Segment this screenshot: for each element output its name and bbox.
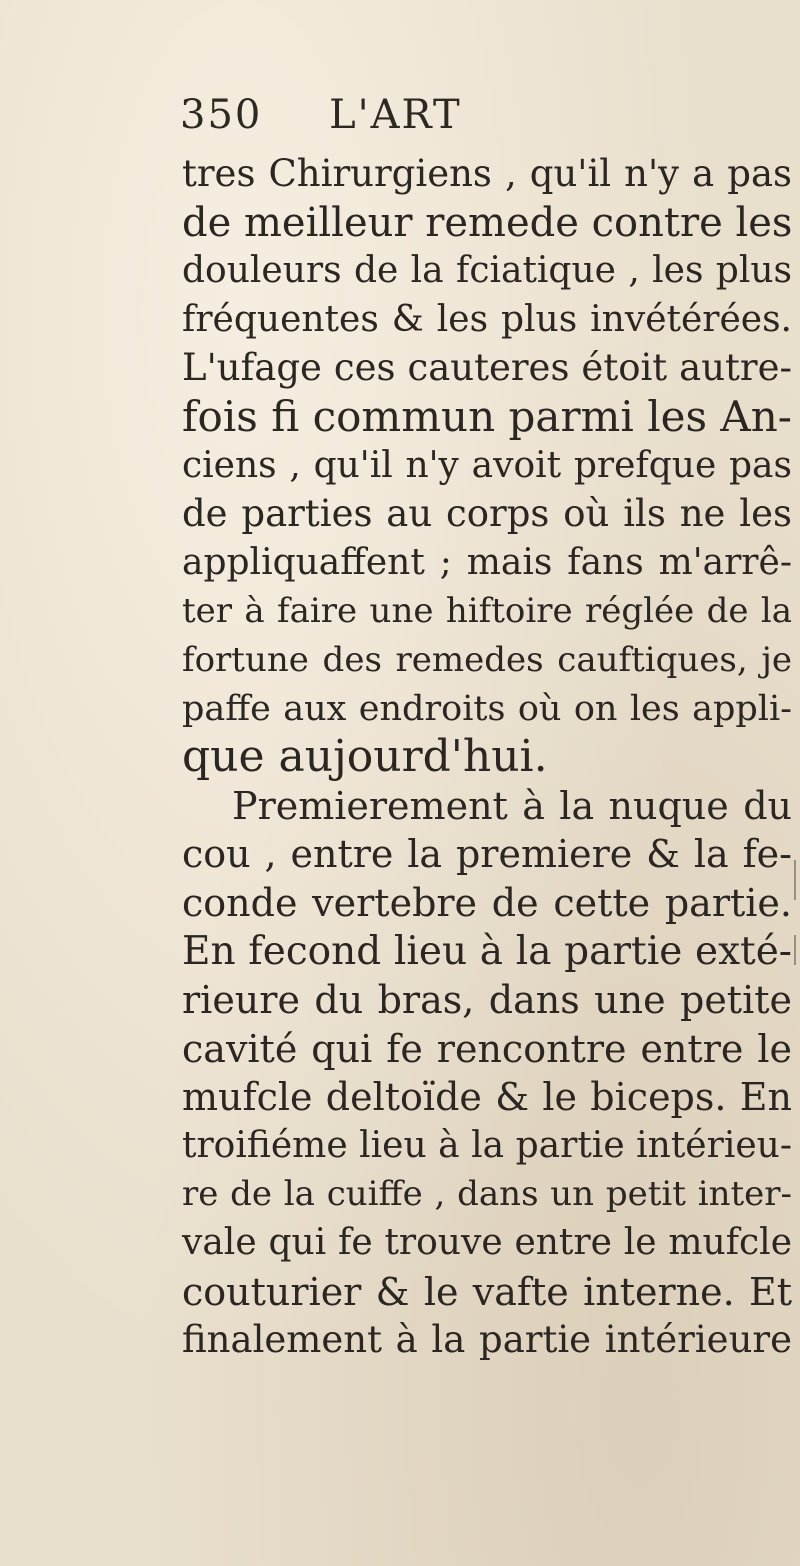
text-line: que aujourd'hui.: [182, 731, 548, 783]
page-edge-mark: [794, 935, 796, 965]
running-head: [180, 92, 462, 138]
text-line: tres Chirurgiens , qu'il n'y a pas: [182, 152, 792, 195]
text-line: ciens , qu'il n'y avoit prefque pas: [182, 444, 792, 486]
text-line: appliquaffent ; mais fans m'arrê-: [182, 541, 792, 583]
text-line: fréquentes & les plus invétérées.: [182, 298, 792, 340]
text-line: douleurs de la fciatique , les plus: [182, 250, 792, 292]
text-line: re de la cuiffe , dans un petit inter-: [182, 1174, 792, 1215]
text-line: vale qui fe trouve entre le mufcle: [182, 1222, 792, 1264]
text-line: couturier & le vafte interne. Et: [182, 1269, 792, 1314]
text-line: En fecond lieu à la partie exté-: [182, 928, 792, 974]
text-line: L'ufage ces cauteres étoit autre-: [182, 346, 792, 390]
text-line: paffe aux endroits où on les appli-: [182, 688, 792, 729]
text-line: ter à faire une hiftoire réglée de la: [182, 591, 792, 632]
page-number: 350: [180, 92, 263, 138]
text-line: cavité qui fe rencontre entre le: [182, 1026, 792, 1071]
text-line: finalement à la partie intérieure: [182, 1318, 792, 1362]
text-line: rieure du bras, dans une petite: [182, 978, 792, 1023]
text-line: conde vertebre de cette partie.: [182, 880, 792, 925]
running-title: L'ART: [329, 92, 462, 138]
text-line: troifiéme lieu à la partie intérieu-: [182, 1124, 792, 1166]
text-line: de meilleur remede contre les: [182, 199, 793, 246]
text-line: mufcle deltoïde & le biceps. En: [182, 1075, 792, 1120]
text-line: cou , entre la premiere & la fe-: [182, 832, 792, 877]
text-line: fois fi commun parmi les An-: [182, 391, 792, 441]
paragraph-start-line: Premierement à la nuque du: [232, 783, 792, 828]
text-line: fortune des remedes cauftiques, je: [182, 639, 792, 680]
page-edge-mark: [794, 860, 796, 900]
body-text: [182, 150, 792, 1365]
text-line: de parties au corps où ils ne les: [182, 492, 792, 536]
